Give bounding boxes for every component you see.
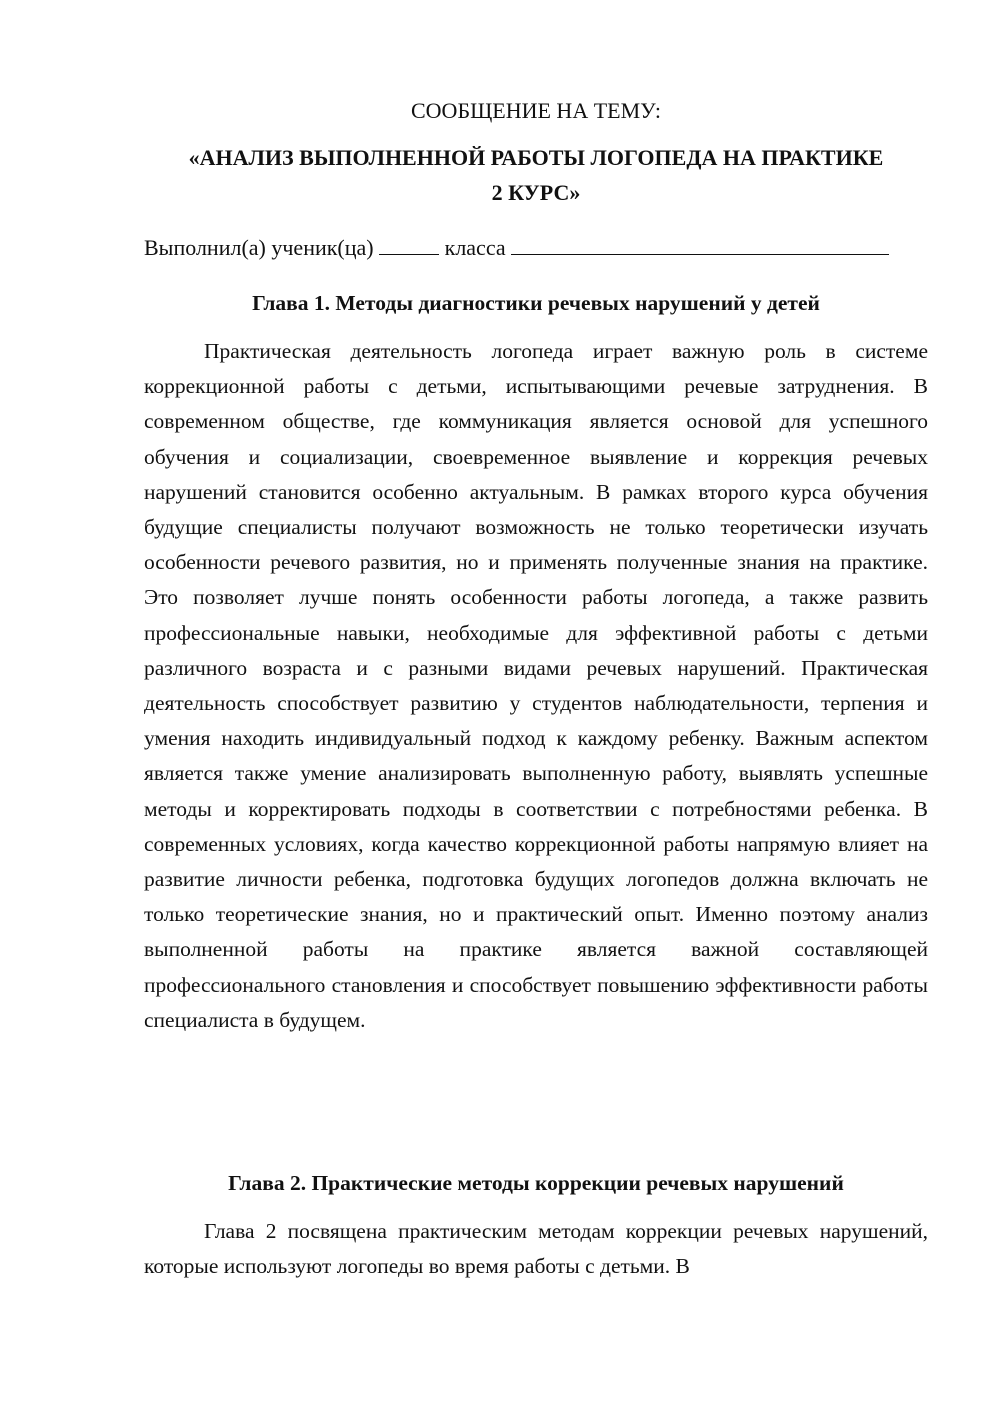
topic-title-line-1: «АНАЛИЗ ВЫПОЛНЕННОЙ РАБОТЫ ЛОГОПЕДА НА ПРАКТИКЕ (188, 145, 884, 170)
topic-title-line-2: 2 КУРС» (491, 180, 581, 205)
signature-line (144, 232, 928, 263)
chapter-1-title: Глава 1. Методы диагностики речевых нарушений у детей (252, 291, 820, 315)
grade-blank (379, 232, 439, 255)
chapter-2-title: Глава 2. Практические методы коррекции речевых нарушений (228, 1171, 844, 1195)
name-blank (511, 232, 889, 255)
chapter-1-paragraph: Практическая деятельность логопеда играет важную роль в системе коррекционной работы с детьми, испытывающими речевые затруднения. В современном обществе, где коммуникация является основой для успешного обучения и социализации, своевременное выявление и коррекция речевых нарушений становится особенно актуальным. В рамках второго курса обучения будущие специалисты получают возможность не только теоретически изучать особенности речевого развития, но и применять полученные знания на практике. Это позволяет лучше понять особенности работы логопеда, а также развить профессиональные навыки, необходимые для эффективной работы с детьми различного возраста и с разными видами речевых нарушений. Практическая деятельность способствует развитию у студентов наблюдательности, терпения и умения находить индивидуальный подход к каждому ребенку. Важным аспектом является также умение анализировать выполненную работу, выявлять успешные методы и корректировать подходы в соответствии с потребностями ребенка. В современных условиях, когда качество коррекционной работы напрямую влияет на развитие личности ребенка, подготовка будущих логопедов должна включать не только теоретические знания, но и практический опыт. Именно поэтому анализ выполненной работы на практике является важной составляющей профессионального становления и способствует повышению эффективности работы специалиста в будущем. (144, 339, 928, 1032)
author-label: Выполнил(а) ученик(ца) (144, 235, 374, 260)
class-label: класса (444, 235, 506, 260)
document-type-title: СООБЩЕНИЕ НА ТЕМУ: (411, 98, 661, 123)
chapter-2-paragraph: Глава 2 посвящена практическим методам коррекции речевых нарушений, которые используют логопеды во время работы с детьми. В (144, 1219, 928, 1279)
